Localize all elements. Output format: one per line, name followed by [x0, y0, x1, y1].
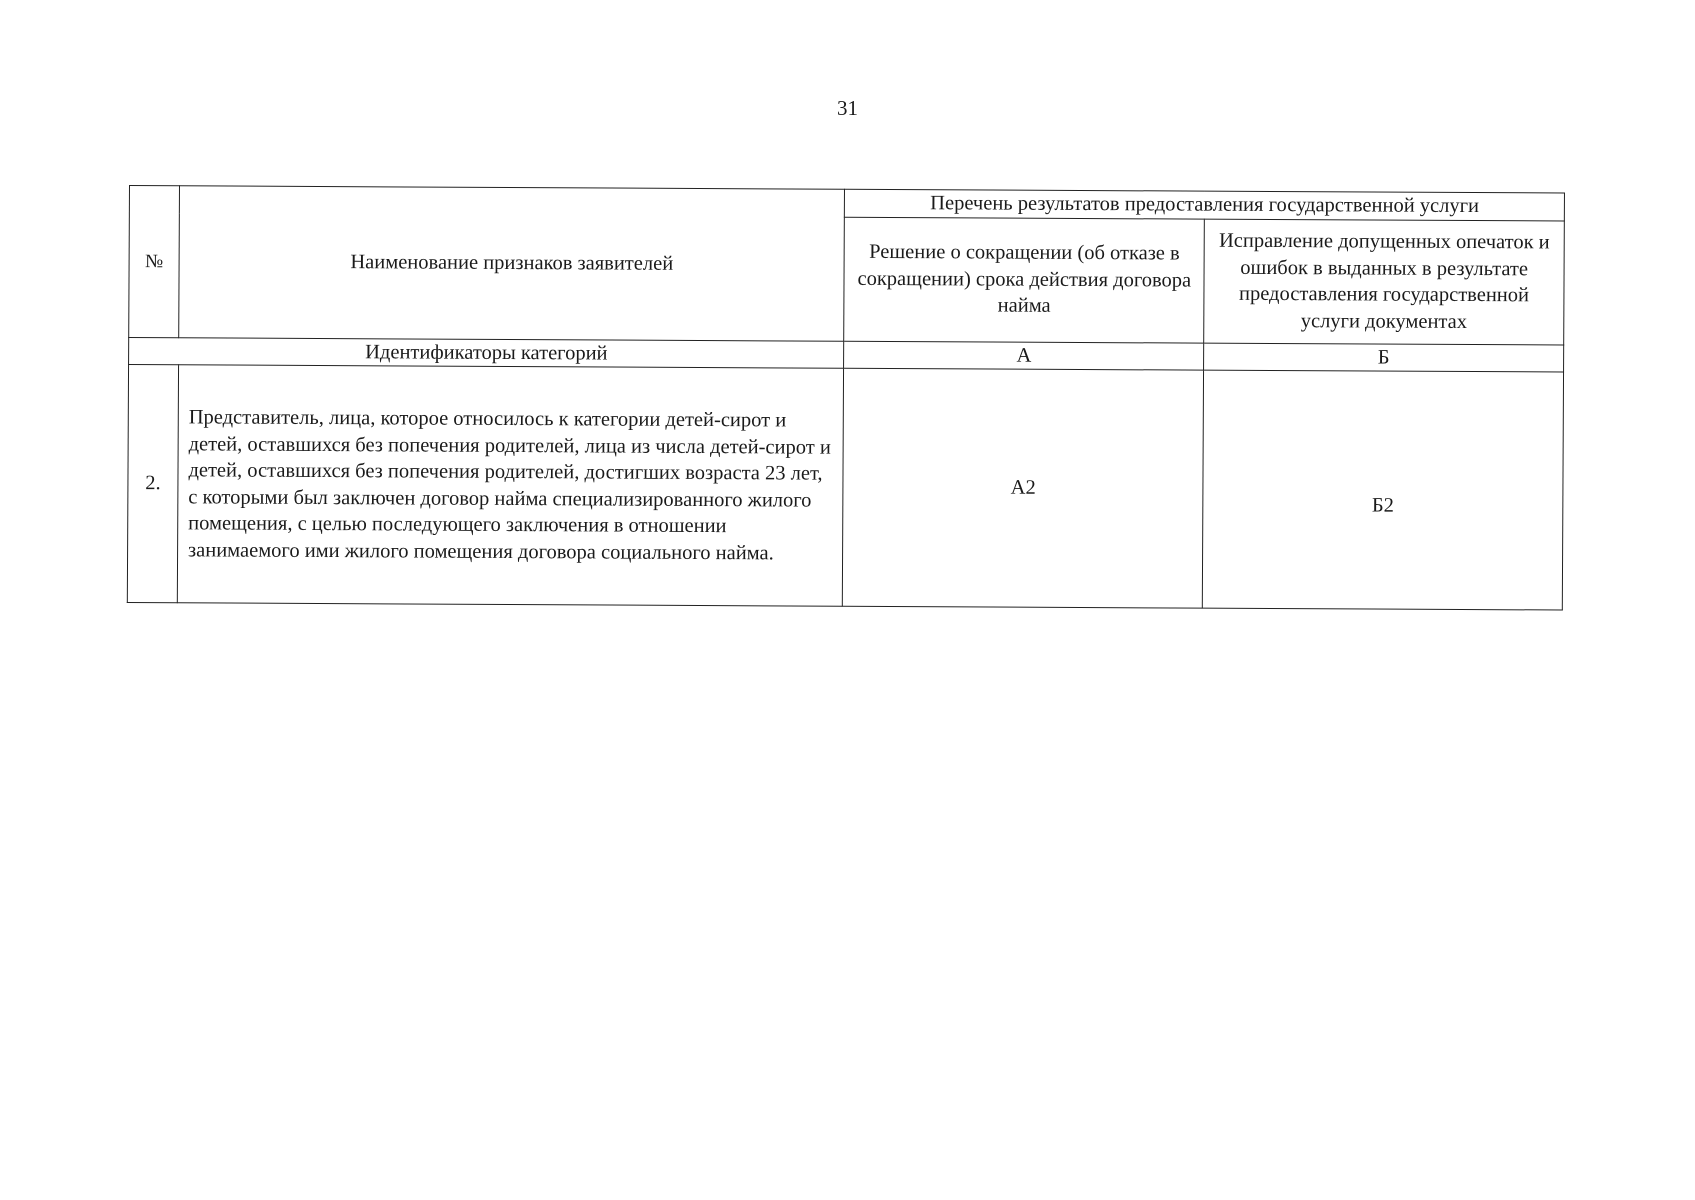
header-group-label: Перечень результатов предоставления государственной услуги — [930, 192, 1480, 218]
row-number-cell — [127, 365, 178, 603]
header-col-a-cell — [844, 217, 1204, 343]
row-a-value: А2 — [1010, 476, 1036, 500]
identifiers-label-cell — [129, 337, 845, 368]
identifier-a-cell — [844, 341, 1204, 370]
header-name-label: Наименование признаков заявителей — [350, 251, 674, 275]
row-a-cell — [843, 368, 1204, 608]
identifier-b: Б — [1377, 346, 1390, 369]
results-table — [127, 185, 1565, 611]
identifier-b-cell — [1204, 343, 1564, 372]
identifiers-label: Идентификаторы категорий — [365, 340, 608, 365]
header-number-cell — [129, 186, 180, 338]
identifier-a: А — [1016, 344, 1032, 367]
row-description-cell — [177, 365, 844, 606]
page-number: 31 — [837, 96, 858, 120]
row-b-cell — [1202, 370, 1563, 610]
header-name-cell — [179, 186, 845, 341]
header-col-a-label: Решение о сокращении (об отказе в сокращении) срока действия договора найма — [857, 241, 1192, 318]
row-number: 2. — [145, 472, 161, 495]
table-header-row-1 — [129, 186, 1564, 221]
table-row — [127, 365, 1563, 611]
header-group-cell — [845, 189, 1565, 220]
header-number-label: № — [144, 250, 164, 272]
row-description: Представитель, лица, которое относилось к категории детей-сирот и детей, оставшихся без попечения родителей, лица из числа детей-сирот и детей, оставшихся без попечения родителей, достигших возраста 23 лет, с которыми был заключен договор найма специализированного жилого помещения, с целью последующего заключения в отношении занимаемого ими жилого помещения договора социального найма. — [188, 406, 831, 564]
row-b-value: Б2 — [1371, 494, 1395, 517]
header-col-b-label: Исправление допущенных опечаток и ошибок в выданных в результате предоставления государственной услуги документах — [1218, 229, 1550, 333]
header-col-b-cell — [1204, 219, 1564, 345]
